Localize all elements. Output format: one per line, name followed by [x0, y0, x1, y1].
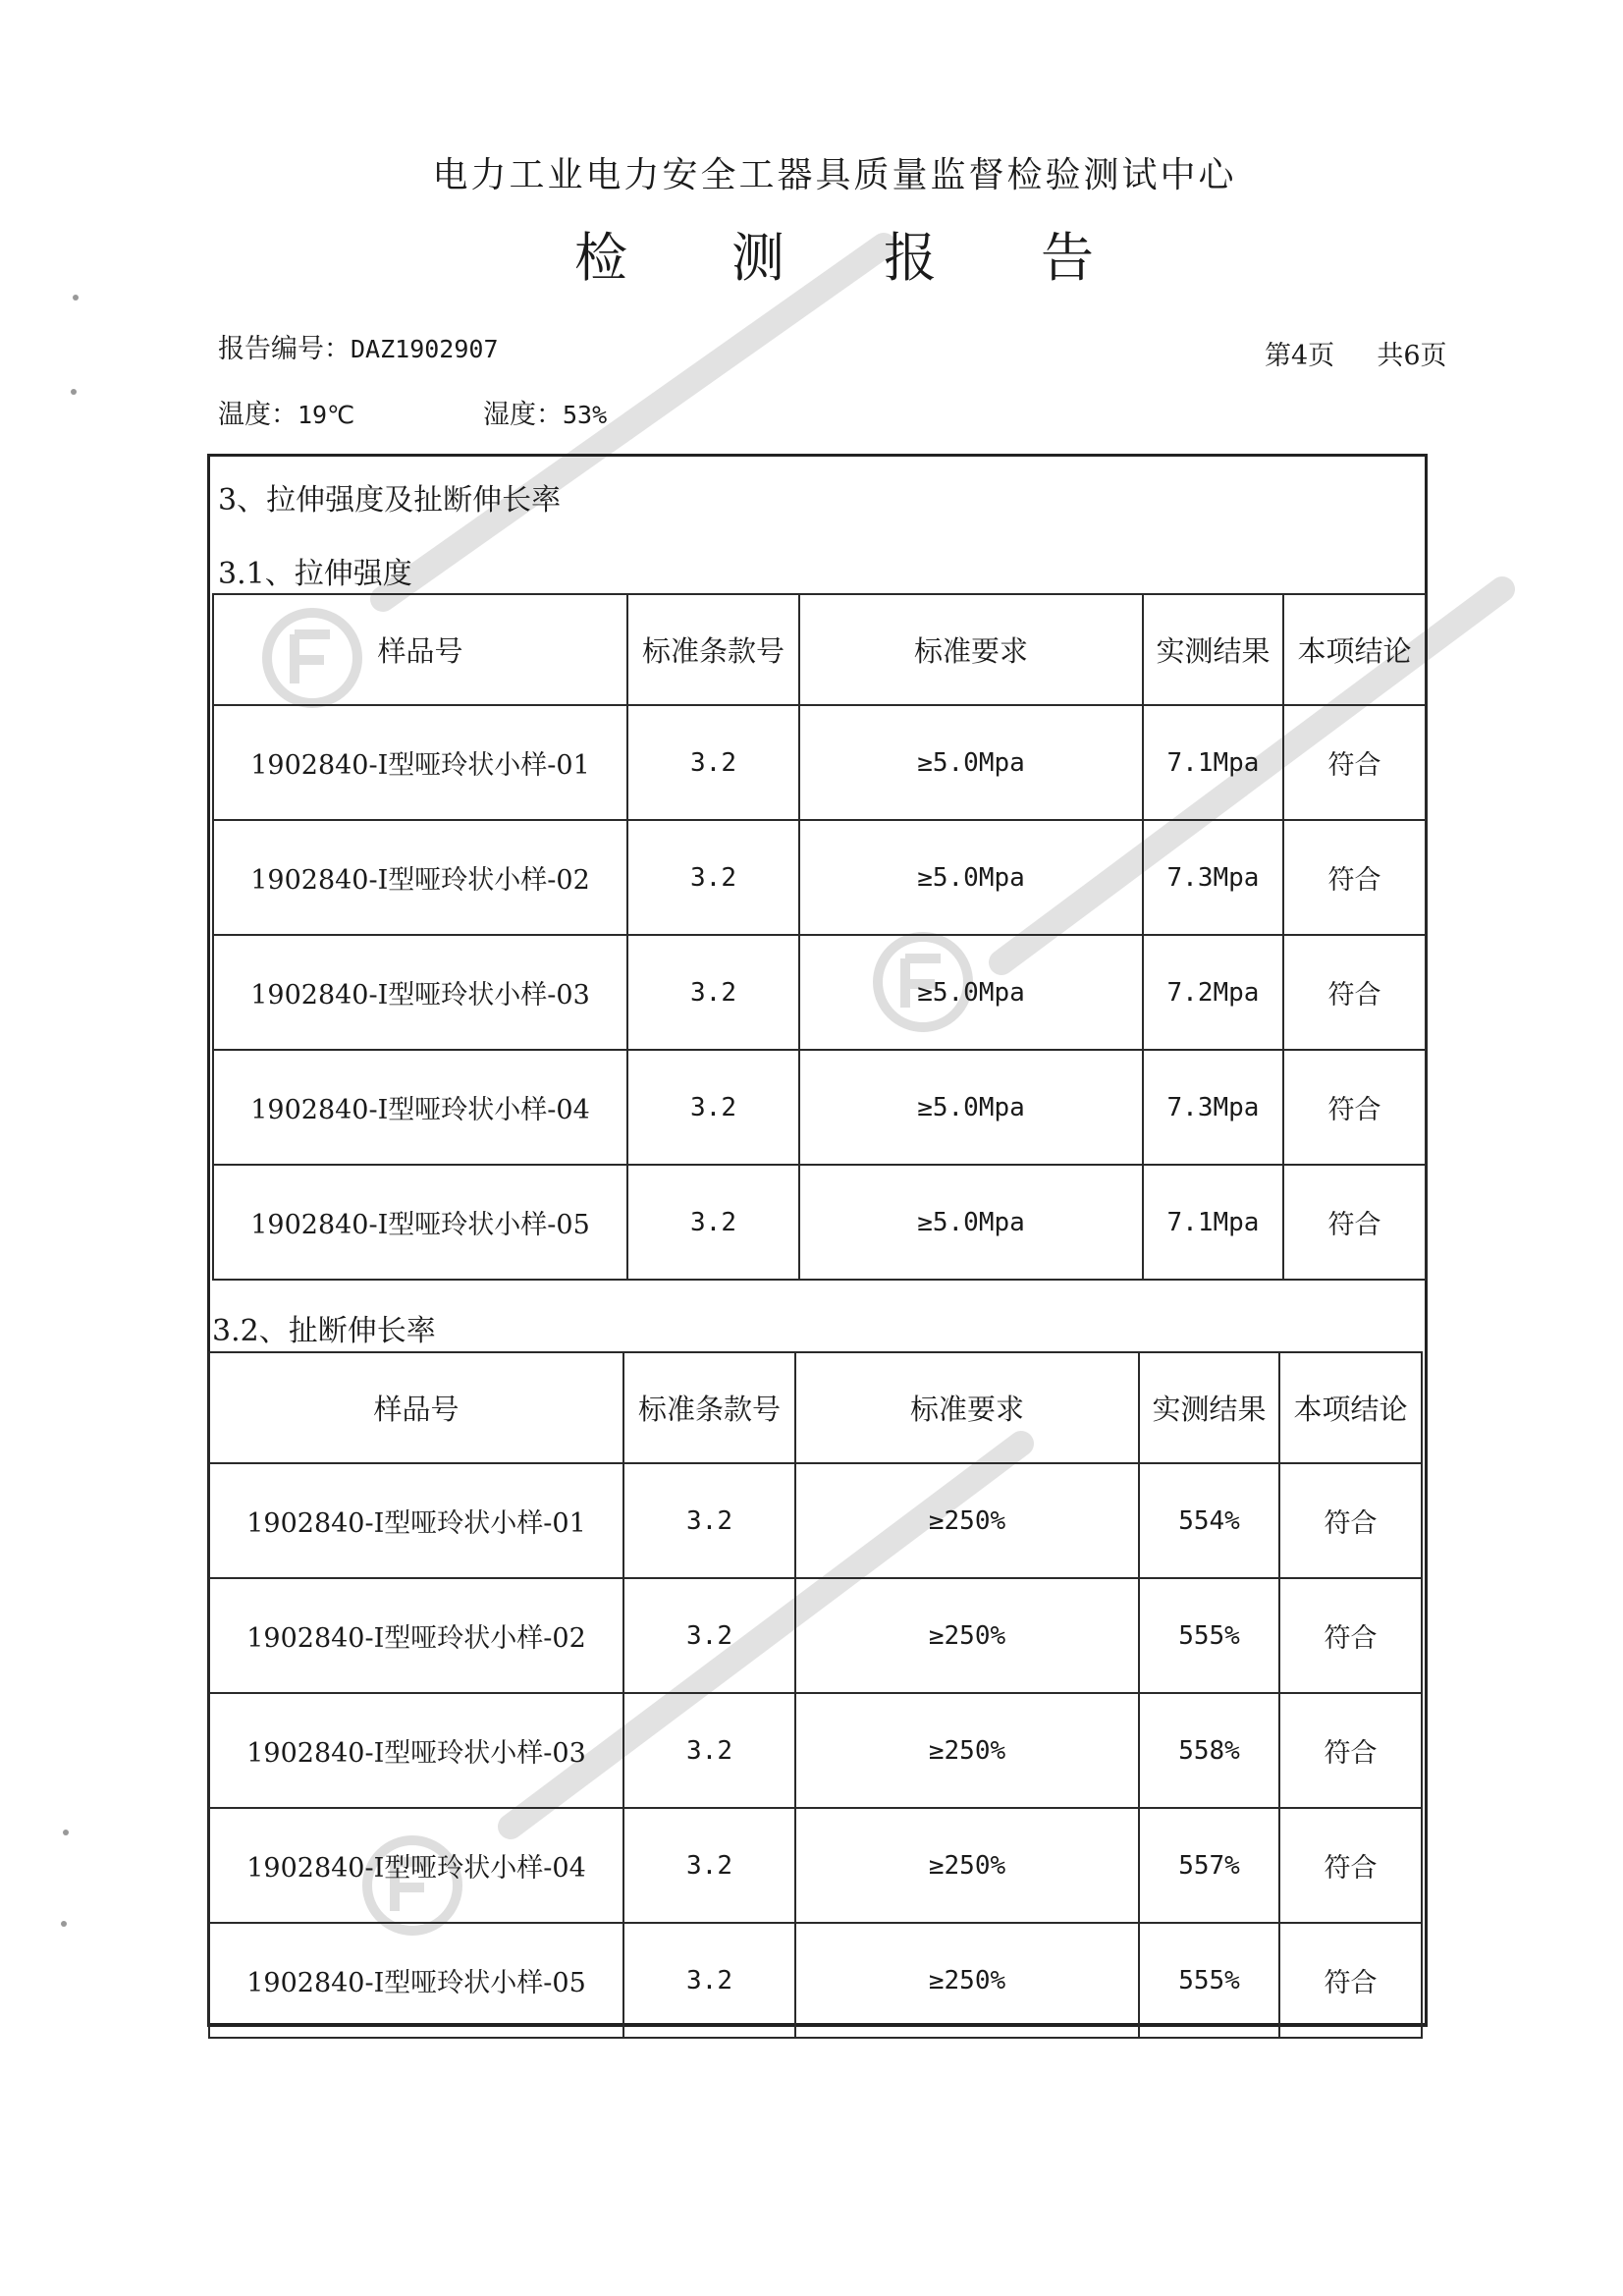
result-cell: 555%: [1139, 1923, 1279, 2038]
conclusion-cell: 符合: [1279, 1923, 1422, 2038]
humidity: [483, 393, 607, 431]
clause-cell: 3.2: [627, 820, 799, 935]
clause-cell: 3.2: [627, 1165, 799, 1280]
requirement-cell: ≥5.0Mpa: [799, 935, 1143, 1050]
scan-speck: [73, 295, 79, 301]
requirement-cell: ≥5.0Mpa: [799, 820, 1143, 935]
table-row: [213, 820, 1426, 935]
table-header-row: [209, 1352, 1422, 1463]
requirement-cell: ≥250%: [795, 1578, 1139, 1693]
clause-cell: 3.2: [623, 1808, 795, 1923]
result-cell: 7.3Mpa: [1143, 820, 1283, 935]
report-title: [0, 224, 1623, 293]
result-cell: 554%: [1139, 1463, 1279, 1578]
header-clause: 标准条款号: [623, 1352, 795, 1463]
clause-cell: 3.2: [627, 705, 799, 820]
section-heading: 3、拉伸强度及扯断伸长率: [218, 483, 562, 518]
table-row: [213, 1050, 1426, 1165]
sample-no-cell: 1902840-I型哑玲状小样-03: [209, 1693, 623, 1808]
scan-speck: [63, 1830, 69, 1835]
requirement-cell: ≥5.0Mpa: [799, 1050, 1143, 1165]
header-requirement: 标准要求: [795, 1352, 1139, 1463]
result-cell: 555%: [1139, 1578, 1279, 1693]
scan-speck: [71, 389, 77, 395]
table-row: [209, 1463, 1422, 1578]
table-row: [213, 1165, 1426, 1280]
sample-no-cell: 1902840-I型哑玲状小样-01: [213, 705, 627, 820]
header-requirement: 标准要求: [799, 594, 1143, 705]
humidity-value: 53%: [563, 401, 608, 429]
sample-no-cell: 1902840-I型哑玲状小样-02: [209, 1578, 623, 1693]
clause-cell: 3.2: [627, 935, 799, 1050]
header-clause: 标准条款号: [627, 594, 799, 705]
clause-cell: 3.2: [627, 1050, 799, 1165]
conclusion-cell: 符合: [1279, 1693, 1422, 1808]
table-row: [209, 1693, 1422, 1808]
report-number-value: DAZ1902907: [351, 335, 499, 363]
header-conclusion: 本项结论: [1279, 1352, 1422, 1463]
clause-cell: 3.2: [623, 1923, 795, 2038]
requirement-cell: ≥5.0Mpa: [799, 705, 1143, 820]
report-title-char: 报: [884, 227, 937, 289]
table-row: [213, 935, 1426, 1050]
table-row: [209, 1923, 1422, 2038]
report-title-char: 告: [1041, 227, 1094, 289]
table-row: [213, 705, 1426, 820]
header-sample-no: 样品号: [213, 594, 627, 705]
result-cell: 7.1Mpa: [1143, 705, 1283, 820]
temperature-value: 19℃: [298, 401, 355, 429]
tensile-strength-table: [212, 593, 1427, 1281]
elongation-table: [208, 1351, 1423, 2039]
page-indicator: [1265, 334, 1447, 372]
clause-cell: 3.2: [623, 1463, 795, 1578]
sample-no-cell: 1902840-I型哑玲状小样-03: [213, 935, 627, 1050]
header-result: 实测结果: [1143, 594, 1283, 705]
report-title-char: 检: [574, 227, 627, 289]
clause-cell: 3.2: [623, 1578, 795, 1693]
requirement-cell: ≥250%: [795, 1693, 1139, 1808]
clause-cell: 3.2: [623, 1693, 795, 1808]
report-number: [218, 327, 499, 365]
sample-no-cell: 1902840-I型哑玲状小样-04: [213, 1050, 627, 1165]
conclusion-cell: 符合: [1283, 1050, 1426, 1165]
requirement-cell: ≥250%: [795, 1463, 1139, 1578]
conclusion-cell: 符合: [1279, 1463, 1422, 1578]
page-total: 共6页: [1377, 341, 1447, 371]
sample-no-cell: 1902840-I型哑玲状小样-02: [213, 820, 627, 935]
page-number: 第4页: [1265, 341, 1335, 371]
requirement-cell: ≥250%: [795, 1923, 1139, 2038]
conclusion-cell: 符合: [1279, 1578, 1422, 1693]
requirement-cell: ≥5.0Mpa: [799, 1165, 1143, 1280]
temperature: [218, 393, 354, 431]
conclusion-cell: 符合: [1283, 820, 1426, 935]
table-2-title: 3.2、扯断伸长率: [212, 1314, 436, 1348]
result-cell: 557%: [1139, 1808, 1279, 1923]
sample-no-cell: 1902840-I型哑玲状小样-01: [209, 1463, 623, 1578]
requirement-cell: ≥250%: [795, 1808, 1139, 1923]
scan-speck: [61, 1921, 67, 1927]
sample-no-cell: 1902840-I型哑玲状小样-05: [213, 1165, 627, 1280]
org-name: 电力工业电力安全工器具质量监督检验测试中心: [432, 155, 1237, 195]
result-cell: 7.2Mpa: [1143, 935, 1283, 1050]
table-row: [209, 1578, 1422, 1693]
result-cell: 7.3Mpa: [1143, 1050, 1283, 1165]
table-1-title: 3.1、拉伸强度: [218, 557, 412, 591]
report-number-label: 报告编号：: [218, 334, 351, 364]
table-row: [209, 1808, 1422, 1923]
result-cell: 7.1Mpa: [1143, 1165, 1283, 1280]
sample-no-cell: 1902840-I型哑玲状小样-04: [209, 1808, 623, 1923]
conclusion-cell: 符合: [1283, 1165, 1426, 1280]
report-title-char: 测: [731, 227, 784, 289]
header-conclusion: 本项结论: [1283, 594, 1426, 705]
temperature-label: 温度：: [218, 400, 298, 430]
conclusion-cell: 符合: [1279, 1808, 1422, 1923]
table-header-row: [213, 594, 1426, 705]
conclusion-cell: 符合: [1283, 935, 1426, 1050]
conclusion-cell: 符合: [1283, 705, 1426, 820]
humidity-label: 湿度：: [483, 400, 563, 430]
sample-no-cell: 1902840-I型哑玲状小样-05: [209, 1923, 623, 2038]
header-result: 实测结果: [1139, 1352, 1279, 1463]
result-cell: 558%: [1139, 1693, 1279, 1808]
header-sample-no: 样品号: [209, 1352, 623, 1463]
